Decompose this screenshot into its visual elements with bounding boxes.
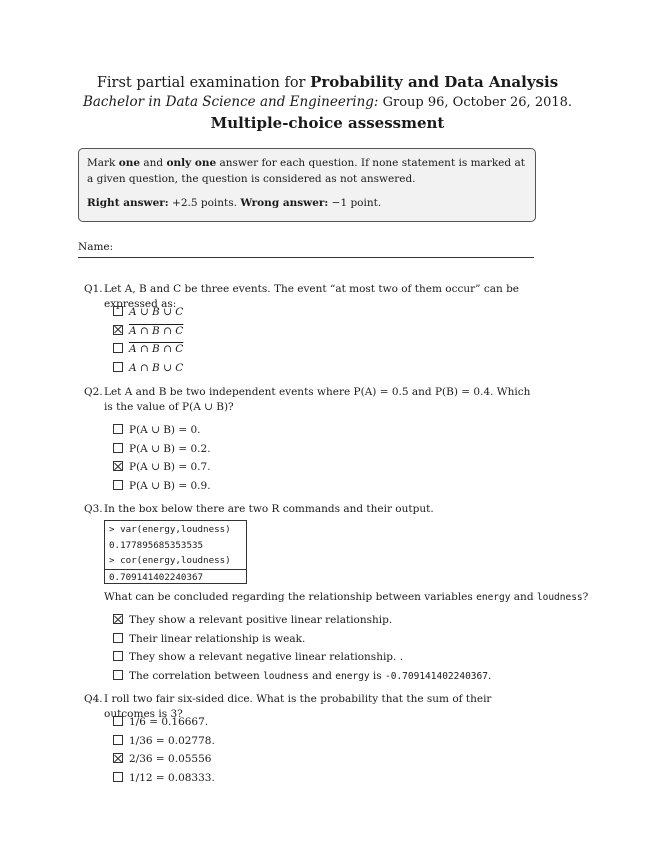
- checkbox-checked[interactable]: [113, 753, 123, 763]
- question-number: Q4.: [84, 693, 103, 705]
- checkbox[interactable]: [113, 670, 123, 680]
- q3-options: [113, 611, 491, 685]
- checkbox[interactable]: [113, 306, 123, 316]
- q1-option-b[interactable]: A ∩ B ∩ C: [113, 322, 183, 341]
- question-3: [84, 502, 540, 517]
- q4-option-b[interactable]: 1/36 = 0.02778.: [113, 732, 215, 751]
- q4-option-c[interactable]: 2/36 = 0.05556: [113, 750, 215, 769]
- q2-option-c[interactable]: P(A ∪ B) = 0.7.: [113, 458, 211, 477]
- q2-option-a[interactable]: P(A ∪ B) = 0.: [113, 421, 211, 440]
- r-code-box: [104, 520, 247, 584]
- checkbox-checked[interactable]: [113, 325, 123, 335]
- checkbox[interactable]: [113, 362, 123, 372]
- course-name: Probability and Data Analysis: [310, 73, 559, 91]
- question-2: [84, 385, 540, 415]
- q4-option-a[interactable]: 1/6 = 0.16667.: [113, 713, 215, 732]
- q2-option-b[interactable]: P(A ∪ B) = 0.2.: [113, 440, 211, 459]
- q3-option-d[interactable]: The correlation between loudness and energy is -0.709141402240367.: [113, 667, 491, 686]
- question-3-followup: What can be concluded regarding the relationship between variables energy and loudness?: [104, 591, 589, 603]
- question-text: Let A, B and C be three events. The event “at most two of them occur” can be expressed as:: [104, 283, 520, 310]
- code-line: 0.709141402240367: [105, 569, 246, 586]
- checkbox-checked[interactable]: [113, 461, 123, 471]
- q1-option-a[interactable]: A ∪ B ∪ C: [113, 303, 183, 322]
- exam-title: First partial examination for Probability and Data Analysis: [96, 73, 559, 91]
- instructions-text: Mark one and only one answer for each question. If none statement is marked at a given question, the question is considered as not answered.: [87, 157, 525, 185]
- checkbox[interactable]: [113, 424, 123, 434]
- question-number: Q1.: [84, 283, 103, 295]
- code-line: > var(energy,loudness): [109, 524, 231, 535]
- checkbox[interactable]: [113, 772, 123, 782]
- question-number: Q3.: [84, 503, 103, 515]
- scoring-rules: Right answer: +2.5 points. Wrong answer: −1 point.: [87, 197, 382, 209]
- checkbox[interactable]: [113, 443, 123, 453]
- question-text: I roll two fair six-sided dice. What is the probability that the sum of their outcomes is 3?: [104, 693, 492, 720]
- code-line: 0.177895685353535: [109, 539, 204, 551]
- q4-option-d[interactable]: 1/12 = 0.08333.: [113, 769, 215, 788]
- q2-options: [113, 421, 211, 495]
- exam-subtitle: Bachelor in Data Science and Engineering: Group 96, October 26, 2018.: [82, 94, 573, 110]
- question-text: Let A and B be two independent events where P(A) = 0.5 and P(B) = 0.4. Which is the value of P(A ∪ B)?: [104, 386, 531, 413]
- checkbox[interactable]: [113, 716, 123, 726]
- q2-option-d[interactable]: P(A ∪ B) = 0.9.: [113, 477, 211, 496]
- checkbox-checked[interactable]: [113, 614, 123, 624]
- q3-option-a[interactable]: They show a relevant positive linear relationship.: [113, 611, 491, 630]
- question-text: In the box below there are two R commands and their output.: [104, 503, 434, 515]
- name-label: Name:: [78, 241, 114, 253]
- complement-expression: A ∩ B ∩ C: [129, 343, 184, 355]
- checkbox[interactable]: [113, 633, 123, 643]
- q3-option-c[interactable]: They show a relevant negative linear relationship. .: [113, 648, 491, 667]
- checkbox[interactable]: [113, 735, 123, 745]
- q1-option-c[interactable]: [113, 340, 183, 359]
- name-field[interactable]: [78, 257, 534, 258]
- checkbox[interactable]: [113, 343, 123, 353]
- checkbox[interactable]: [113, 480, 123, 490]
- instructions-box: [78, 148, 536, 222]
- q1-option-d[interactable]: A ∩ B ∪ C: [113, 359, 183, 378]
- assessment-heading: Multiple-choice assessment: [210, 114, 445, 132]
- checkbox[interactable]: [113, 651, 123, 661]
- q3-option-b[interactable]: Their linear relationship is weak.: [113, 630, 491, 649]
- q4-options: [113, 713, 215, 787]
- code-line: > cor(energy,loudness): [109, 555, 231, 566]
- question-number: Q2.: [84, 386, 103, 398]
- q1-options: [113, 303, 183, 377]
